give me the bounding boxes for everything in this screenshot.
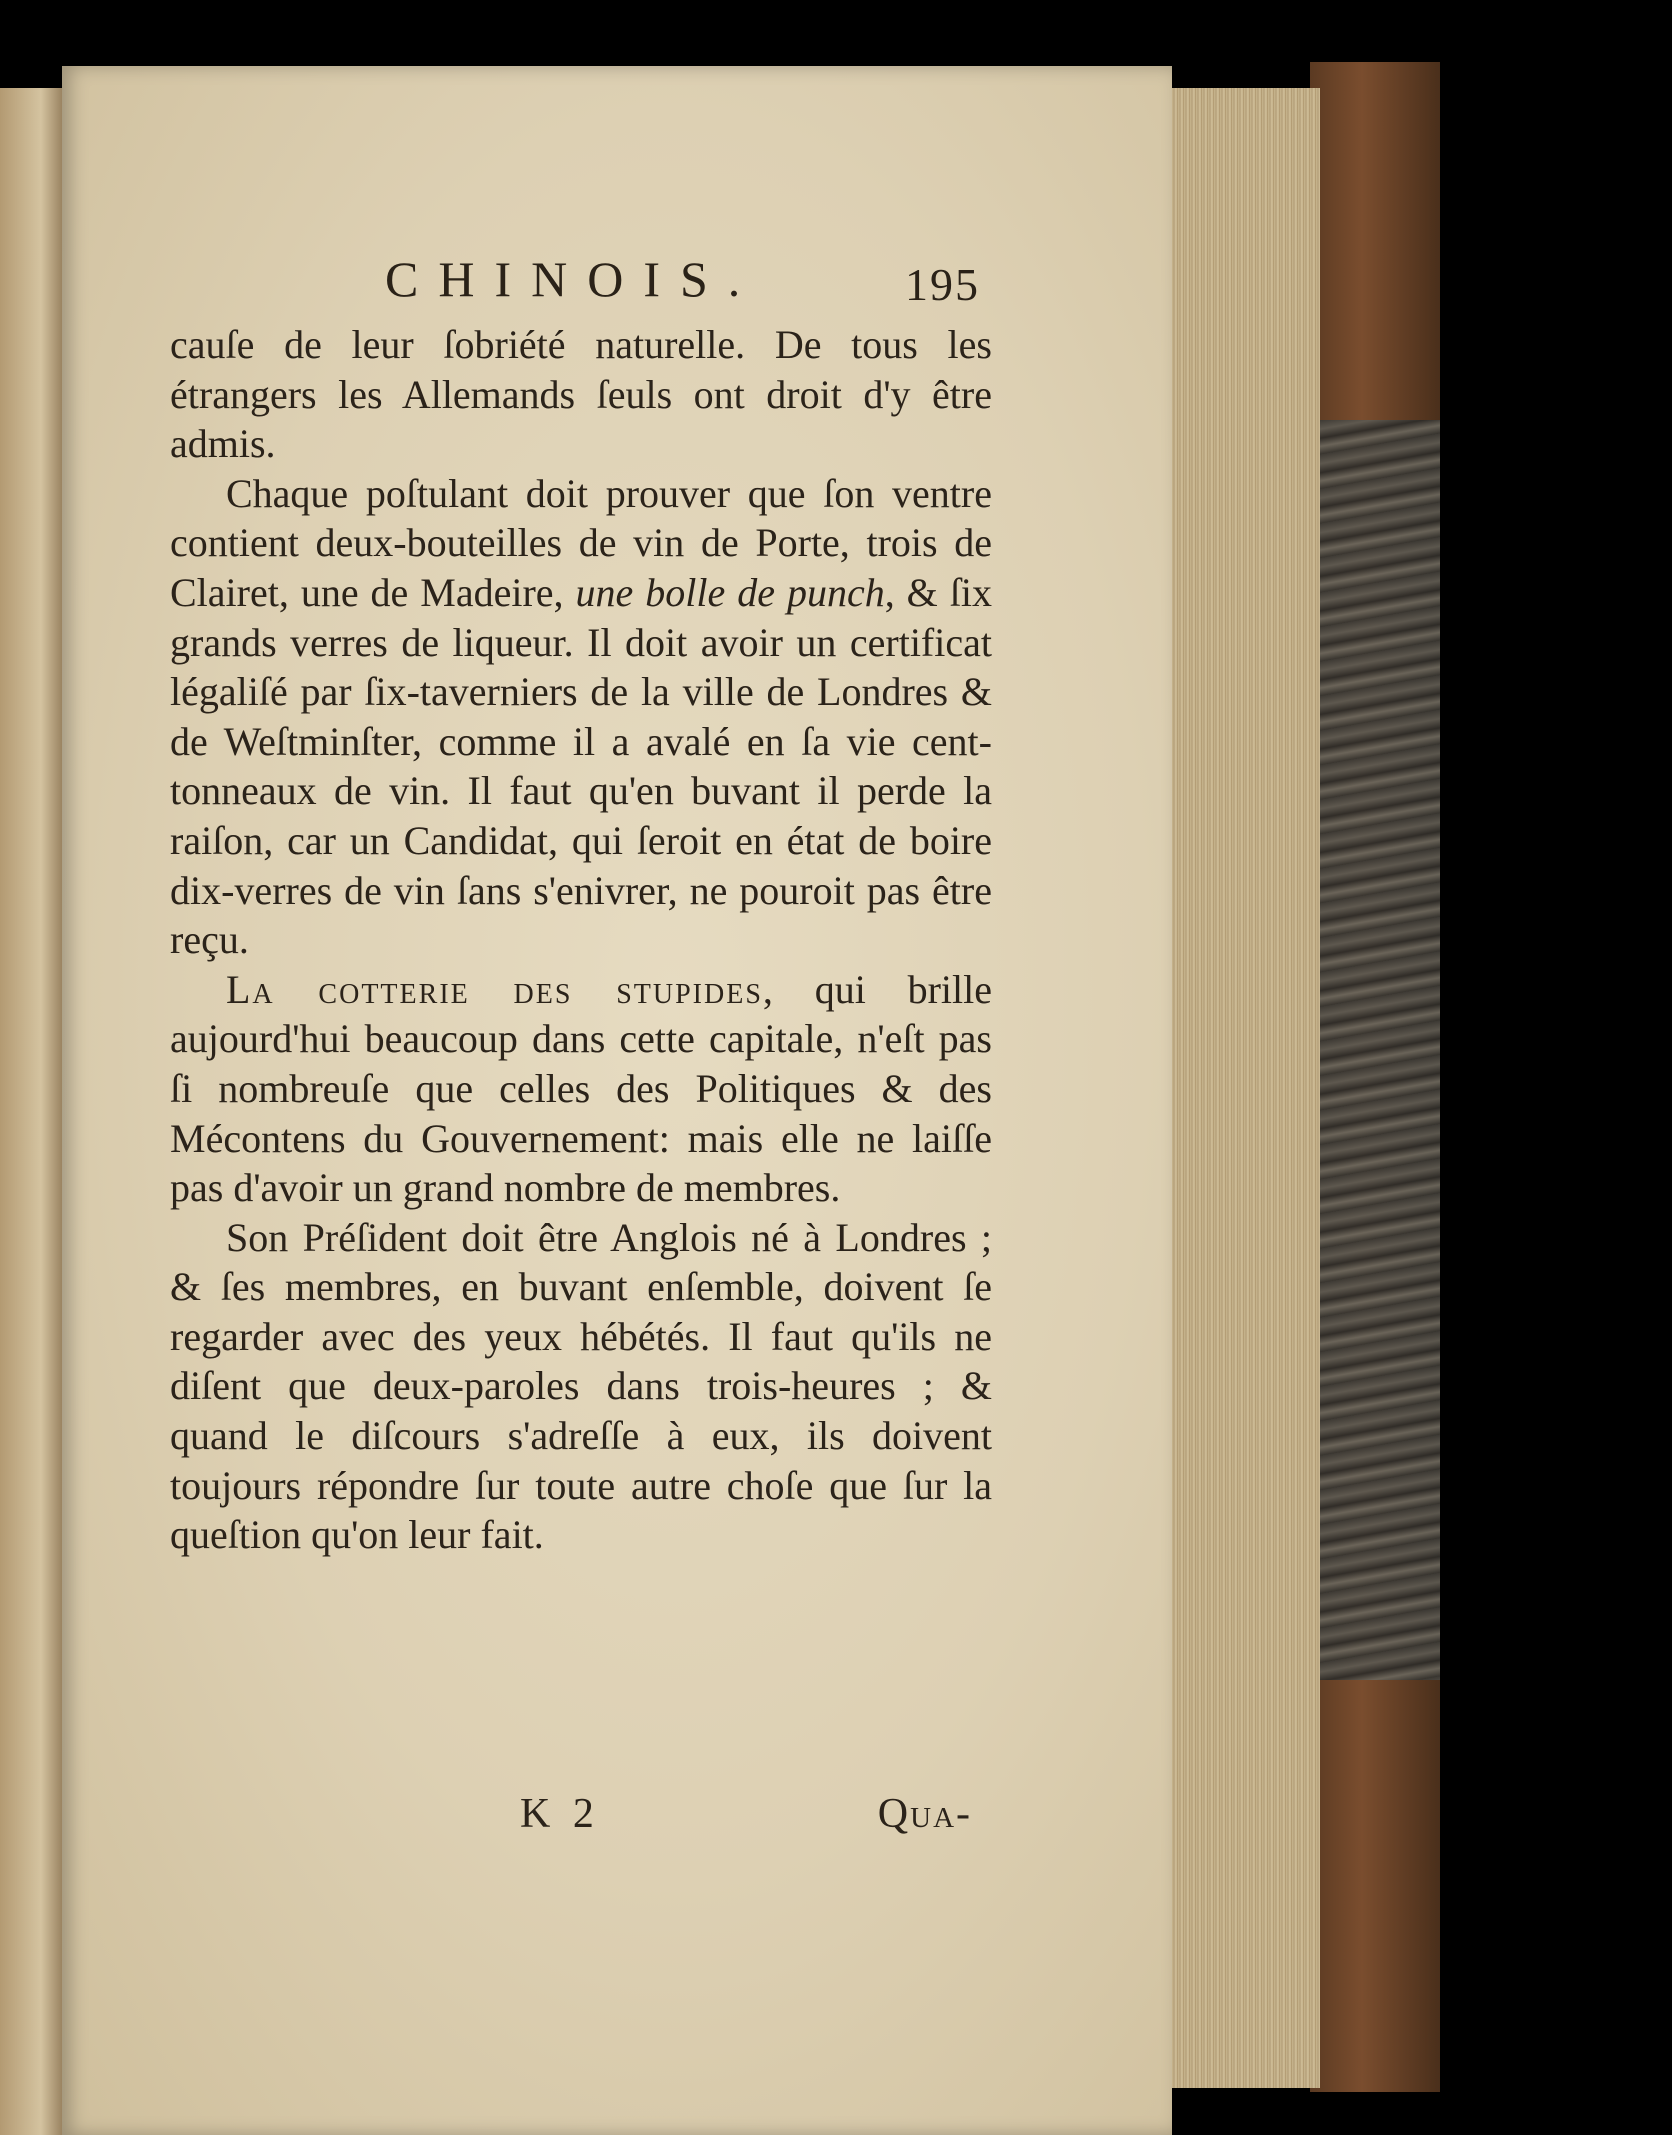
paragraph-2 [170, 469, 992, 965]
paragraph-2-text-after: , & ſix grands verres de liqueur. Il doit avoir un certificat légaliſé par ſix-taverniers de la ville de Londres & de Weſtminſter, comme il a avalé en ſa vie cent-tonneaux de vin. Il faut qu'en buvant il perde la raiſon, car un Candidat, qui ſeroit en état de boire dix-verres de vin ſans s'enivrer, ne pouroit pas être reçu. [170, 569, 992, 963]
paragraph-2-italic: une bolle de punch [575, 569, 885, 615]
body-text [170, 320, 992, 1560]
paragraph-4-text: Son Préſident doit être Anglois né à Londres ; & ſes membres, en buvant enſemble, doivent ſe regarder avec des yeux hébétés. Il faut qu'ils ne diſent que deux-paroles dans trois-heures ; & quand le diſcours s'adreſſe à eux, ils doivent toujours répondre ſur toute autre choſe que ſur la queſtion qu'on leur fait. [170, 1214, 992, 1558]
paragraph-4 [170, 1213, 992, 1560]
catchword: Qua- [877, 1791, 972, 1837]
page-footer [170, 1790, 992, 1850]
paragraph-3 [170, 965, 992, 1213]
paragraph-1 [170, 320, 992, 469]
page-number: 195 [905, 259, 980, 310]
signature-mark: K 2 [520, 1791, 600, 1837]
paragraph-1-text: cauſe de leur ſobriété naturelle. De tous les étrangers les Allemands ſeuls ont droit d'y être admis. [170, 322, 992, 467]
paragraph-2-text-before: Chaque poſtulant doit prouver que ſon ventre contient deux-bouteilles de vin de Porte, trois de Clairet, une de Madeire, [170, 470, 992, 615]
paragraph-3-text-after: , qui brille aujourd'hui beaucoup dans cette capitale, n'eſt pas ſi nombreuſe que celles des Politiques & des Mécontens du Gouvernement: mais elle ne laiſſe pas d'avoir un grand nombre de membres. [170, 966, 992, 1211]
running-head: CHINOIS. [385, 251, 761, 307]
paragraph-3-smallcaps: La cotterie des stupides [226, 966, 763, 1012]
